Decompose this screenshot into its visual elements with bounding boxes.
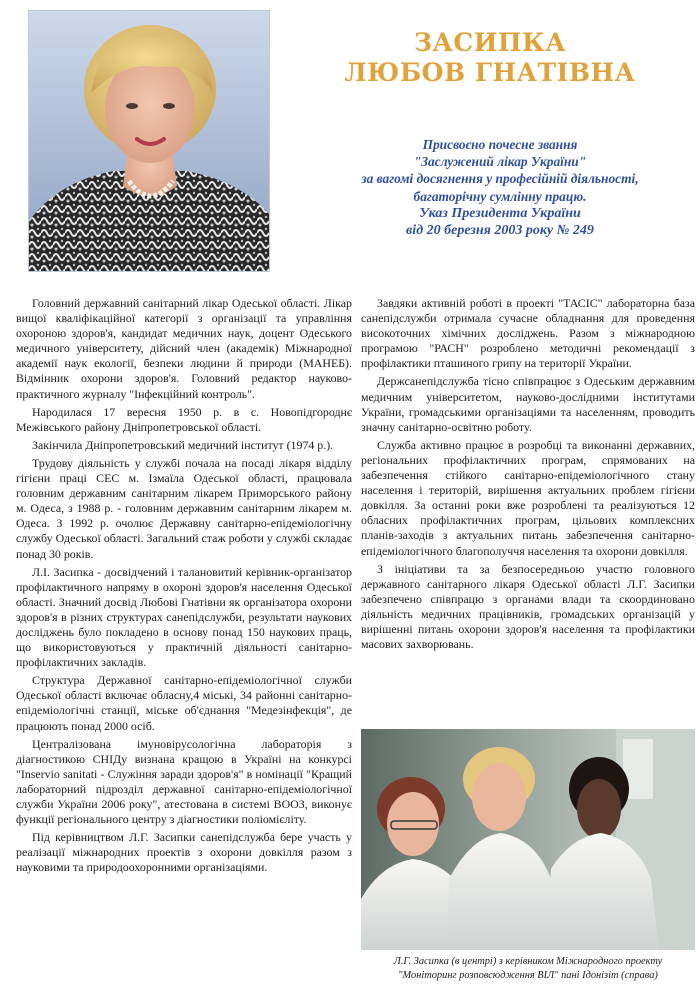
right-column bbox=[361, 296, 695, 655]
group-photo-illustration bbox=[361, 729, 695, 950]
portrait-illustration bbox=[29, 11, 270, 272]
paragraph: Держсанепідслужба тісно співпрацює з Одеським державним медичним університетом, науково-дослідними інститутами України, громадськими організаціями та населенням, проводить значну санітарно-освітню роботу. bbox=[361, 374, 695, 434]
award-line: від 20 березня 2003 року № 249 bbox=[406, 223, 594, 239]
photo-caption bbox=[361, 955, 695, 982]
paragraph: Головний державний санітарний лікар Одеської області. Лікар вищої кваліфікаційної категорії з організації та управління охороною здоров'я, кандидат медичних наук, доцент Одеського медичного університету, дійсний член (академік) Міжнародної академії наук екології, безпеки людини й природи (МАНЕБ). Відмінник охорони здоров'я. Головний редактор науково-практичного журналу "Інфекційний контроль". bbox=[16, 296, 352, 401]
person-name bbox=[300, 28, 680, 88]
award-line: Присвоєно почесне звання bbox=[422, 137, 578, 152]
paragraph: Завдяки активній роботі в проекті "ТАСІС" лабораторна база санепідслужби отримала сучасне обладнання для проведення високоточних хімічних досліджень. Разом з міжнародною програмою "РАСН" розроблено методичні рекомендації з профілактики пташиного грипу на території України. bbox=[361, 296, 695, 371]
portrait-photo bbox=[28, 10, 270, 272]
caption-line: "Моніторинг розповсюдження ВІЛ" пані Ідонізіт (справа) bbox=[398, 969, 658, 981]
paragraph: Під керівництвом Л.Г. Засипки санепідслужба бере участь у реалізації міжнародних проектів з охорони довкілля разом з науковими та природоохоронними організаціями. bbox=[16, 830, 352, 875]
award-line: Указ Президента України bbox=[419, 205, 581, 221]
paragraph: Л.І. Засипка - досвідчений і талановитий керівник-організатор профілактичного напряму в охороні здоров'я населення Одеської області. Значний досвід Любові Гнатівни як організатора охорони здоров'я в різних структурах санепідслужби, результати наукових досліджень було покладено в основу понад 150 наукових праць, що використовуються у практичній діяльності санітарно-профілактичних закладів. bbox=[16, 564, 352, 670]
paragraph: Централізована імуновірусологічна лабораторія з діагностикою СНІДу визнана кращою в Україні на конкурсі "Inservio sanitati - Служіння заради здоров'я" в номінації "Кращий лабораторний підрозділ державної санітарно-епідеміологічної служби України 2006 року", атестована в системі ВООЗ, виконує функції регіонального центру з діагностики поліомієліту. bbox=[16, 736, 352, 827]
group-photo bbox=[361, 729, 695, 950]
paragraph: Трудову діяльність у службі почала на посаді лікаря відділу гігієни праці СЕС м. Ізмаїла Одеської області, працювала головним державним санітарним лікарем Приморського району м. Одеса, з 1988 р. - головним державним санітарним лікарем м. Одеса. З 1992 р. очолює Державну санітарно-епідеміологічну службу Одеської області. Загальний стаж роботи у службі складає понад 30 років. bbox=[16, 455, 352, 561]
paragraph: Закінчила Дніпропетровський медичний інститут (1974 р.). bbox=[32, 437, 334, 452]
paragraph: Служба активно працює в розробці та виконанні державних, регіональних профілактичних програм, спрямованих на забезпечення стійкого санітарно-епідеміологічного стану населення і територій, вирішення актуальних проблем гігієни довкілля. За останні роки вже розроблені та реалізуються 12 обласних профілактичних програм, цільових комплексних планів-заходів з актуальних питань забезпечення санітарно-епідеміологічного благополуччя населення та охорони довкілля. bbox=[361, 437, 695, 558]
name-given: ЛЮБОВ ГНАТІВНА bbox=[344, 58, 636, 87]
name-surname: ЗАСИПКА bbox=[413, 28, 567, 57]
paragraph: Народилася 17 вересня 1950 р. в с. Новопідгороднє Межівського району Дніпропетровської області. bbox=[16, 404, 352, 434]
caption-line: Л.Г. Засипка (в центрі) з керівником Міжнародного проекту bbox=[393, 956, 663, 967]
award-text bbox=[330, 136, 670, 239]
award-line: за вагомі досягнення у професійній діяльності, bbox=[361, 171, 639, 187]
paragraph: Структура Державної санітарно-епідеміологічної служби Одеської області включає обласну,4 міські, 34 районні санітарно-епідеміологічні станції, міське об'єднання "Медезінфекція", де працюють понад 2000 осіб. bbox=[16, 673, 352, 733]
left-column bbox=[16, 296, 352, 878]
award-line: "Заслужений лікар України" bbox=[413, 154, 587, 170]
paragraph: З ініціативи та за безпосередньою участю головного державного санітарного лікаря Одеської області Л.Г. Засипки забезпечено співпрацю з органами влади та скоординовано діяльність медичних працівників, громадських організацій у вирішенні питань охорони здоров'я населення та профілактики масових захворювань. bbox=[361, 561, 695, 652]
award-line: багаторічну сумлінну працю. bbox=[413, 188, 587, 204]
